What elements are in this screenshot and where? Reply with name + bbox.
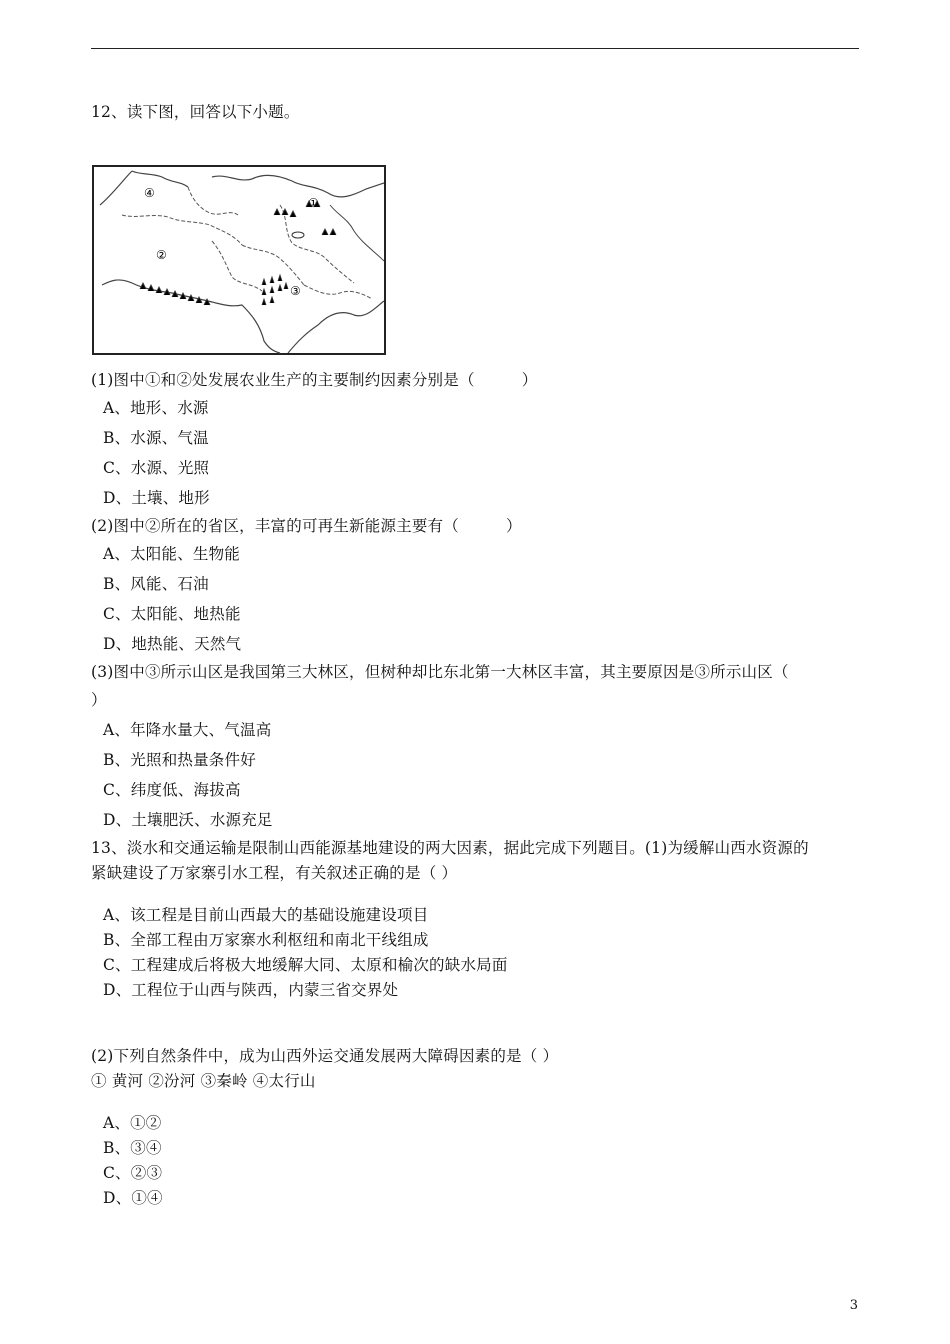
q12-sub3-option-c: C、纬度低、海拔高 bbox=[103, 781, 241, 799]
header-rule bbox=[91, 48, 859, 49]
china-west-map bbox=[92, 165, 386, 355]
q13-sub1-option-d: D、工程位于山西与陕西，内蒙三省交界处 bbox=[103, 981, 399, 999]
q12-intro: 12、读下图，回答以下小题。 bbox=[91, 103, 300, 121]
q12-sub2-option-d: D、地热能、天然气 bbox=[103, 635, 242, 653]
page-number: 3 bbox=[849, 1298, 858, 1313]
map-label-4: ④ bbox=[144, 186, 155, 200]
q12-sub1-option-b: B、水源、气温 bbox=[103, 429, 209, 447]
q12-sub2-option-a: A、太阳能、生物能 bbox=[103, 545, 240, 563]
map-label-2: ② bbox=[156, 248, 167, 262]
q13-sub2-option-c: C、②③ bbox=[103, 1164, 163, 1182]
q13-sub1-option-a: A、该工程是目前山西最大的基础设施建设项目 bbox=[103, 906, 429, 924]
q12-sub3-stem: (3)图中③所示山区是我国第三大林区，但树种却比东北第一大林区丰富，其主要原因是③所示山区（ bbox=[91, 663, 789, 681]
q12-sub2-option-c: C、太阳能、地热能 bbox=[103, 605, 241, 623]
q12-sub1-stem: (1)图中①和②处发展农业生产的主要制约因素分别是（ ） bbox=[91, 371, 538, 389]
q13-sub2-option-d: D、①④ bbox=[103, 1189, 163, 1207]
q12-sub2-stem: (2)图中②所在的省区，丰富的可再生新能源主要有（ ） bbox=[91, 517, 522, 535]
q12-sub1-option-d: D、土壤、地形 bbox=[103, 489, 210, 507]
q12-sub1-option-a: A、地形、水源 bbox=[103, 399, 209, 417]
q12-sub3-option-d: D、土壤肥沃、水源充足 bbox=[103, 811, 273, 829]
q12-sub3-option-a: A、年降水量大、气温高 bbox=[103, 721, 272, 739]
q12-sub3-stem-cont: ） bbox=[91, 691, 107, 709]
q13-sub2-items: ① 黄河 ②汾河 ③秦岭 ④太行山 bbox=[91, 1072, 316, 1090]
q13-intro: 13、淡水和交通运输是限制山西能源基地建设的两大因素，据此完成下列题目。(1)为缓解山西水资源的 bbox=[91, 839, 809, 857]
map-label-3: ③ bbox=[290, 284, 301, 298]
q12-sub1-option-c: C、水源、光照 bbox=[103, 459, 210, 477]
q13-sub2-option-b: B、③④ bbox=[103, 1139, 162, 1157]
q13-sub1-option-b: B、全部工程由万家寨水利枢纽和南北干线组成 bbox=[103, 931, 429, 949]
q13-sub2-stem: (2)下列自然条件中，成为山西外运交通发展两大障碍因素的是（ ） bbox=[91, 1047, 559, 1065]
map-label-1: ① bbox=[308, 196, 319, 210]
q12-sub3-option-b: B、光照和热量条件好 bbox=[103, 751, 256, 769]
q13-intro-cont: 紧缺建设了万家寨引水工程，有关叙述正确的是（ ） bbox=[91, 864, 458, 882]
q13-sub2-option-a: A、①② bbox=[103, 1114, 162, 1132]
q12-sub2-option-b: B、风能、石油 bbox=[103, 575, 209, 593]
q13-sub1-option-c: C、工程建成后将极大地缓解大同、太原和榆次的缺水局面 bbox=[103, 956, 508, 974]
